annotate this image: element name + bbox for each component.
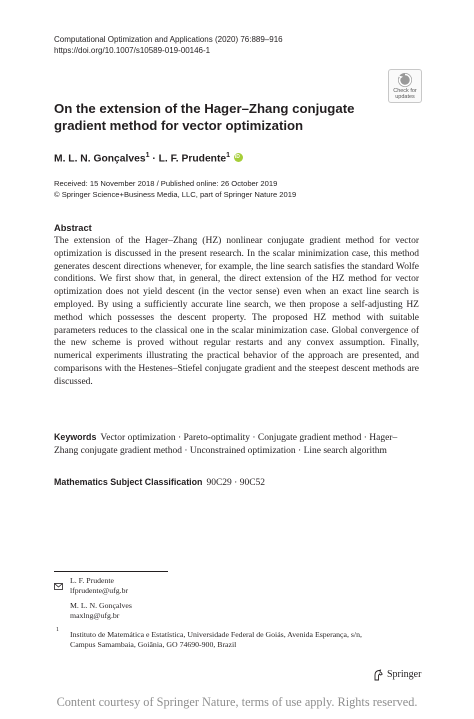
msc-section <box>54 476 265 489</box>
coauthor-email[interactable]: maxlng@ufg.br <box>70 611 120 621</box>
author-name[interactable]: L. F. Prudente <box>158 153 227 165</box>
journal-citation: Computational Optimization and Applications (2020) 76:889–916 <box>54 35 283 44</box>
affiliation-footnote <box>70 630 362 651</box>
keywords-section <box>54 431 419 458</box>
badge-label-line1: Check for <box>393 88 417 94</box>
badge-label-line2: updates <box>395 94 415 100</box>
affiliation-marker: 1 <box>145 152 150 159</box>
corresponding-email[interactable]: lfprudente@ufg.br <box>70 586 129 596</box>
check-for-updates-icon <box>397 72 413 88</box>
keywords-label: Keywords <box>54 432 97 442</box>
corresponding-author <box>70 576 128 597</box>
coauthor-contact <box>70 601 132 622</box>
author-list <box>54 149 243 166</box>
publication-history <box>54 178 296 200</box>
abstract-heading: Abstract <box>54 223 92 233</box>
orcid-icon[interactable] <box>234 153 243 162</box>
copyright-line: © Springer Science+Business Media, LLC, part of Springer Nature 2019 <box>54 190 297 200</box>
keywords-text: Vector optimization · Pareto-optimality · Conjugate gradient method · Hager–Zhang conjugate gradient method · Unconstrained optimization · Line search algorithm <box>54 433 398 456</box>
coauthor-name: M. L. N. Gonçalves <box>70 601 132 610</box>
doi-link[interactable]: https://doi.org/10.1007/s10589-019-00146-1 <box>54 46 211 55</box>
abstract-text: The extension of the Hager–Zhang (HZ) nonlinear conjugate gradient method for vector optimization is discussed in the present research. In the scalar minimization case, this method generates descent directions whenever, for example, the line search satisfies the standard Wolfe conditions. We first show that, in general, the direct extension of the HZ method for vector optimization does not yield descent (in the vector sense) even when an exact line search is employed. By using a sufficiently accurate line search, we then propose a self-adjusting HZ method which possesses the descent property. The proposed HZ method with suitable parameters reduces to the classical one in the scalar minimization case. Global convergence of the new scheme is proved without regular restarts and any convex assumption. Finally, numerical experiments illustrating the practical behavior of the approach are presented, and comparisons with the Hestenes–Stiefel conjugate gradient and the steepest descent methods are discussed. <box>54 236 419 387</box>
affiliation-line: Campus Samambaia, Goiânia, GO 74690-900, Brazil <box>70 640 237 650</box>
msc-codes: 90C29 · 90C52 <box>206 478 266 488</box>
received-date: Received: 15 November 2018 / Published online: 26 October 2019 <box>54 179 278 188</box>
author-separator: · <box>149 153 159 165</box>
msc-label: Mathematics Subject Classification <box>54 477 203 487</box>
springer-horse-icon <box>372 669 384 681</box>
corresponding-name: L. F. Prudente <box>70 576 114 585</box>
affiliation-marker: 1 <box>226 152 231 159</box>
check-for-updates-badge[interactable] <box>388 69 422 103</box>
journal-header <box>54 34 283 56</box>
footnote-divider <box>54 571 168 572</box>
envelope-icon <box>54 577 63 595</box>
copyright-watermark: Content courtesy of Springer Nature, terms of use apply. Rights reserved. <box>56 695 418 709</box>
article-title: On the extension of the Hager–Zhang conjugate gradient method for vector optimization <box>54 101 355 133</box>
affiliation-footnote-marker: 1 <box>56 627 59 633</box>
author-name[interactable]: M. L. N. Gonçalves <box>54 153 146 165</box>
publisher-logo <box>372 669 421 681</box>
publisher-name: Springer <box>387 669 422 680</box>
affiliation-line: Instituto de Matemática e Estatística, Universidade Federal de Goiás, Avenida Esperança, s/n, <box>70 630 362 639</box>
